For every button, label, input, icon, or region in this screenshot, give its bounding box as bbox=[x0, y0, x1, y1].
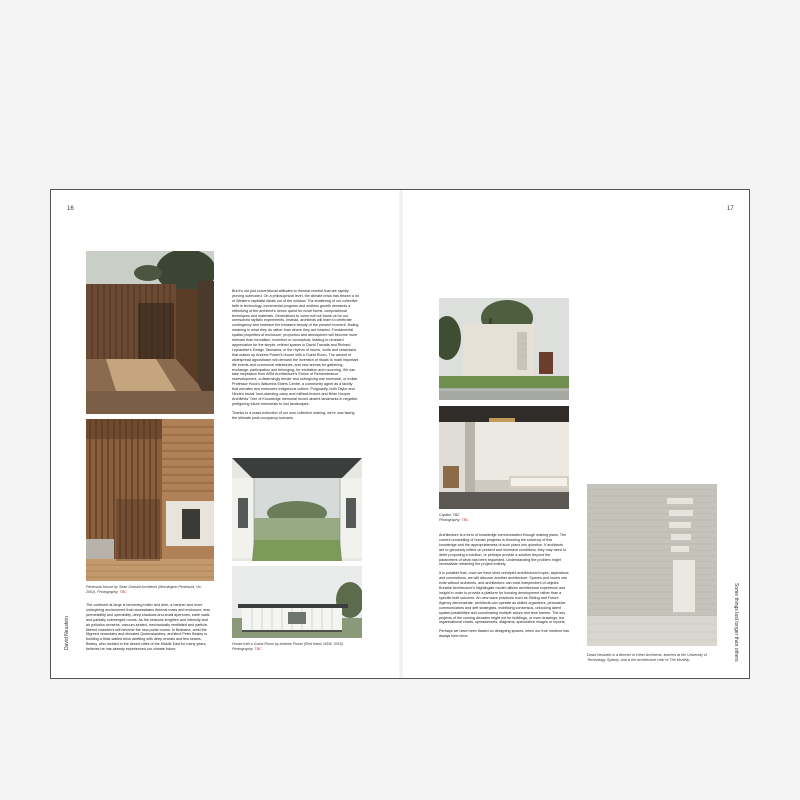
paragraph: The continent at large is becoming hotter and drier, a harsher and more unforgiving environment that necessitates thermal mass and enclosure, less permeability and operability, deep shadows and small apertures, earth walls and partially submerged rooms. As the seasons lengthen and intensify and air pollution worsens, vacuum-sealed, mechanically ventilated and particle-filtered chambers will become the new purist rooms. In Brisbane, amid the filigreed verandahs and elevated Queenslanders, architect Peter Besley is building a thick-walled brick dwelling with deep reveals and few seams. Besley, who resided in the desert cities of the Middle East for many years, believes he has already experienced our climate future. bbox=[86, 603, 211, 652]
paragraph: Architecture is a form of knowledge communicated through making plans. The current unravelling of human progress is throwing the solvency of this knowledge and the appropriateness of such plans into question. If architects are to genuinely reflect on present and imminent conditions, they may need to defer proposing a solution, or perhaps provide a solution beyond the parameters of what has been requested. Understanding the problem might necessitate reframing the project entirely. bbox=[439, 533, 567, 567]
photo-white-house-exterior bbox=[439, 298, 569, 400]
caption-peninsula-house bbox=[86, 585, 206, 594]
photo-house-guest-room-courtyard bbox=[232, 458, 362, 561]
body-text-right-page bbox=[439, 533, 569, 643]
paragraph: Perhaps we have been fixated on designing spaces, when our true medium has always been time. bbox=[439, 629, 569, 639]
caption-text: David Neustein is a director of Other Architects, teaches at the University of Technology, Sydney, and is the architecture critic of The Monthly. bbox=[587, 653, 707, 662]
caption-credit: TBC bbox=[119, 589, 127, 594]
photo-house-guest-room-exterior bbox=[232, 566, 362, 638]
paragraph: It is possible that, once we have shed unhelpful architectural tropes, aspirations and conventions, we will discover another architecture. Spaces and rooms can exist without architects, and architecture can exist independent of objects. Breathe Architecture's Nightingale model utilizes architectural experience and insight in order to provide a platform for housing development rather than a specific built outcome. An new wave practices such as Sibling and Future Agency demonstrate, architects can operate as skilled organizers, persuasive communicators and deft strategists, mobilising consensus, unlocking latent spatial possibilities and coordinating multiple actors and time frames. The key projects of the coming decades might not be buildings, or even drawings, but organisational charts, spreadsheets, diagrams, speculative images or reports. bbox=[439, 571, 569, 625]
caption-credit: TBC bbox=[254, 646, 262, 651]
photo-brick-wall-installation bbox=[587, 484, 717, 646]
page-number-right: 17 bbox=[727, 206, 734, 212]
caption-credit-label: Photography: bbox=[439, 517, 462, 522]
page-fold bbox=[399, 190, 403, 678]
photo-peninsula-house-interior bbox=[86, 419, 214, 581]
photo-peninsula-house-exterior bbox=[86, 251, 214, 414]
caption-text: Caption TBC bbox=[439, 513, 460, 517]
page-number-left: 16 bbox=[67, 206, 74, 212]
magazine-spread bbox=[50, 189, 750, 679]
body-text-left-page-column-2 bbox=[232, 289, 359, 425]
caption-house-guest-room bbox=[232, 642, 357, 651]
paragraph: But it's not just conventional attitudes to thermal comfort that are rapidly proving outmoded. On a philosophical level, the climate crisis has thrown a lot of Western capitalist ideals out of the window. The shattering of our collective faith in technology, incremental progress and endless growth demands a rethinking of the architect's heroic quest for novel forms, compositional techniques and materials. Generations to come will not thank us for our unresolved stylistic experiments. Instead, architects will learn to celebrate contingency and embrace the transient beauty of the present moment, finding meaning in what they do rather than where they are headed. Fundamental spatial properties of enclosure, proportion and atmosphere will become more relevant than formalism, invention or conceptual, leading to renewed appreciation for the simple, refined spaces in David Travalia and Richard Leplastrier's Design Tasmania, or the rhythm of rooms, voids and verandahs that makes up Andrew Power's House with a Guest Room. The advent of widespread agnosticism will demand the invention of rituals to mark important life events and communal milestones, and new arenas for gathering, exchange, participation and belonging, for exultation and mourning. We can take inspiration from ARM Architecture's Shrine of Remembrance redevelopment, a disarmingly tender and unforgiving war memorial, or Indiah Professor Hook's Walumba Elders Centre, a community agent as a facility that elevates and embraces Indigenous culture. Poignantly, both Taylor and Hinds's brutal, lumi-standing camp and milliard-lecture and Brian Hooper Architects' Tree of Knowledge memorial record absent landmarks in negative, prefiguring future memorials to lost landscapes. bbox=[232, 289, 359, 406]
caption-white-house bbox=[439, 513, 559, 522]
running-head-author: David Neustein bbox=[64, 616, 70, 650]
caption-author-bio bbox=[587, 653, 717, 662]
paragraph: Thanks to a mass extinction of our own collective making, we're now facing the ultimate post-occupancy scenario. bbox=[232, 410, 355, 420]
photo-white-house-interior bbox=[439, 406, 569, 509]
caption-text: Peninsula House by Sean Godsell Architects (Mornington Peninsula, Vic, 2002). Photography: bbox=[86, 585, 203, 594]
caption-credit: TBC bbox=[461, 517, 469, 522]
running-head-title: Some things last longer than others bbox=[733, 583, 739, 662]
caption-text: House with a Guest Room by Andrew Power (Red Hand, NSW, 2018). Photography: bbox=[232, 642, 344, 651]
body-text-left-column bbox=[86, 603, 210, 656]
